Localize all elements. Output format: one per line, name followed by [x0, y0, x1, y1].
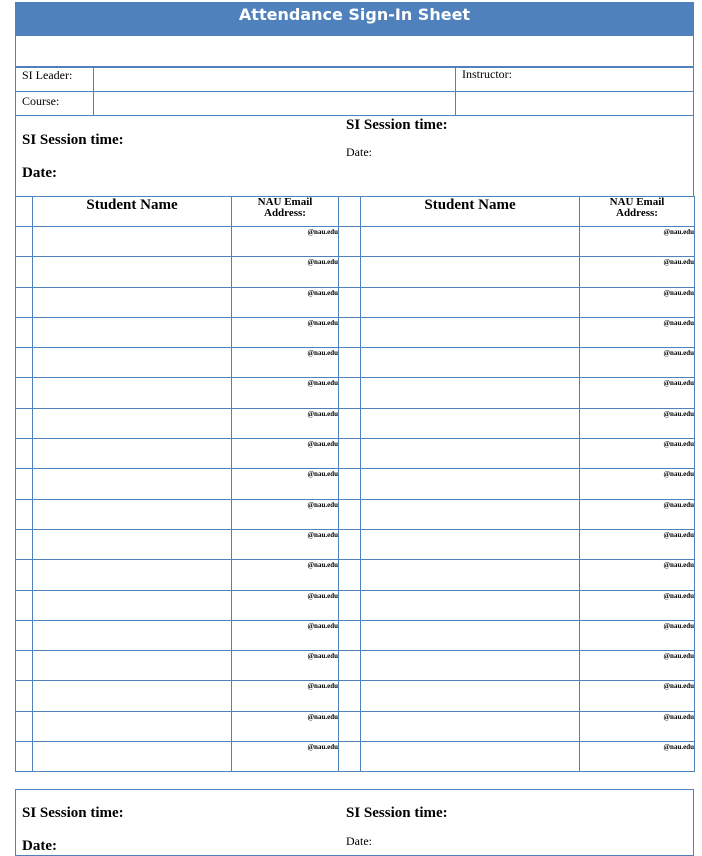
row-number-cell: [339, 560, 361, 590]
student-name-field[interactable]: [33, 408, 232, 438]
email-header-left: [232, 197, 339, 227]
sheet-title: Attendance Sign-In Sheet: [15, 2, 694, 35]
email-field[interactable]: [580, 620, 695, 650]
session-date-label-right-bottom: Date:: [346, 834, 372, 848]
row-number-cell: [16, 227, 33, 257]
row-number-cell: [339, 499, 361, 529]
table-row: [16, 711, 695, 741]
email-suffix: @nau.edu: [307, 652, 338, 661]
student-name-field[interactable]: [361, 348, 580, 378]
email-suffix: @nau.edu: [663, 561, 694, 570]
student-name-field[interactable]: [33, 560, 232, 590]
email-field[interactable]: [580, 742, 695, 772]
table-row: [16, 620, 695, 650]
student-name-field[interactable]: [33, 711, 232, 741]
email-suffix: @nau.edu: [663, 682, 694, 691]
email-suffix: @nau.edu: [307, 470, 338, 479]
row-number-cell: [16, 408, 33, 438]
table-row: [16, 227, 695, 257]
row-number-cell: [339, 742, 361, 772]
email-suffix: @nau.edu: [663, 470, 694, 479]
sign-in-table: [15, 196, 695, 772]
table-row: [16, 408, 695, 438]
student-name-field[interactable]: [361, 620, 580, 650]
student-name-field[interactable]: [33, 227, 232, 257]
student-name-field[interactable]: [361, 560, 580, 590]
row-number-cell: [339, 257, 361, 287]
student-name-field[interactable]: [361, 499, 580, 529]
email-header-right: [580, 197, 695, 227]
email-field[interactable]: [232, 529, 339, 559]
email-field[interactable]: [580, 378, 695, 408]
course-extra-field[interactable]: [455, 91, 694, 116]
session-date-label-left: Date:: [22, 165, 57, 181]
email-suffix: @nau.edu: [307, 712, 338, 721]
row-number-cell: [16, 317, 33, 347]
email-field[interactable]: [232, 227, 339, 257]
table-row: [16, 681, 695, 711]
email-field[interactable]: [580, 469, 695, 499]
email-field[interactable]: [580, 317, 695, 347]
table-row: [16, 469, 695, 499]
email-field[interactable]: [232, 681, 339, 711]
email-suffix: @nau.edu: [307, 318, 338, 327]
email-suffix: @nau.edu: [307, 743, 338, 752]
email-suffix: @nau.edu: [307, 440, 338, 449]
student-name-header-left: Student Name: [33, 197, 232, 227]
email-field[interactable]: [580, 681, 695, 711]
session-time-label-right-bottom: SI Session time:: [346, 805, 448, 821]
table-row: [16, 439, 695, 469]
row-number-cell: [339, 711, 361, 741]
instructor-label: Instructor:: [462, 67, 512, 81]
row-number-cell: [16, 651, 33, 681]
email-suffix: @nau.edu: [663, 712, 694, 721]
row-number-cell: [16, 620, 33, 650]
student-name-field[interactable]: [33, 590, 232, 620]
table-row: [16, 499, 695, 529]
email-suffix: @nau.edu: [663, 591, 694, 600]
table-row: [16, 287, 695, 317]
student-name-field[interactable]: [361, 742, 580, 772]
email-suffix: @nau.edu: [663, 621, 694, 630]
table-row: [16, 560, 695, 590]
email-suffix: @nau.edu: [307, 258, 338, 267]
email-suffix: @nau.edu: [307, 288, 338, 297]
email-suffix: @nau.edu: [663, 440, 694, 449]
email-suffix: @nau.edu: [663, 379, 694, 388]
email-suffix: @nau.edu: [663, 500, 694, 509]
row-number-cell: [339, 439, 361, 469]
sign-in-sheet: [15, 2, 694, 854]
session-time-label-left: SI Session time:: [22, 132, 124, 148]
row-number-cell: [16, 439, 33, 469]
email-suffix: @nau.edu: [663, 288, 694, 297]
email-field[interactable]: [580, 529, 695, 559]
blank-strip: [15, 35, 694, 68]
si-leader-label: SI Leader:: [22, 68, 73, 82]
session-time-label-right: SI Session time:: [346, 117, 448, 133]
email-field[interactable]: [580, 651, 695, 681]
row-number-cell: [16, 560, 33, 590]
row-number-cell: [16, 378, 33, 408]
si-leader-field[interactable]: [93, 66, 456, 92]
si-leader-label-cell: [15, 66, 94, 92]
row-number-cell: [339, 408, 361, 438]
student-name-field[interactable]: [33, 287, 232, 317]
email-field[interactable]: [232, 408, 339, 438]
email-suffix: @nau.edu: [307, 379, 338, 388]
email-field[interactable]: [232, 469, 339, 499]
email-suffix: @nau.edu: [307, 682, 338, 691]
row-number-cell: [16, 742, 33, 772]
email-field[interactable]: [232, 348, 339, 378]
table-row: [16, 378, 695, 408]
row-number-cell: [339, 317, 361, 347]
email-suffix: @nau.edu: [307, 621, 338, 630]
row-number-cell: [16, 681, 33, 711]
email-suffix: @nau.edu: [663, 652, 694, 661]
student-name-field[interactable]: [361, 227, 580, 257]
email-field[interactable]: [232, 317, 339, 347]
email-suffix: @nau.edu: [307, 561, 338, 570]
row-number-cell: [16, 590, 33, 620]
student-name-field[interactable]: [33, 257, 232, 287]
instructor-cell[interactable]: [455, 66, 694, 92]
email-field[interactable]: [580, 287, 695, 317]
row-number-cell: [339, 287, 361, 317]
student-name-field[interactable]: [361, 257, 580, 287]
email-field[interactable]: [232, 590, 339, 620]
email-suffix: @nau.edu: [663, 409, 694, 418]
email-field[interactable]: [580, 227, 695, 257]
student-name-field[interactable]: [361, 439, 580, 469]
row-number-cell: [339, 681, 361, 711]
row-number-cell: [339, 348, 361, 378]
email-suffix: @nau.edu: [307, 228, 338, 236]
email-header-right-line1: NAU Email: [609, 196, 665, 208]
email-suffix: @nau.edu: [663, 743, 694, 752]
session-time-label-left-bottom: SI Session time:: [22, 805, 124, 821]
student-name-field[interactable]: [33, 378, 232, 408]
table-row: [16, 257, 695, 287]
email-field[interactable]: [232, 378, 339, 408]
email-field[interactable]: [232, 651, 339, 681]
email-field[interactable]: [580, 711, 695, 741]
email-suffix: @nau.edu: [663, 318, 694, 327]
email-suffix: @nau.edu: [307, 349, 338, 358]
email-header-right-line2: Address:: [616, 207, 658, 219]
student-name-field[interactable]: [361, 317, 580, 347]
email-field[interactable]: [580, 257, 695, 287]
row-number-cell: [16, 499, 33, 529]
session-date-label-right: Date:: [346, 145, 372, 159]
row-number-cell: [339, 378, 361, 408]
row-number-cell: [16, 348, 33, 378]
course-label-cell: [15, 91, 94, 116]
row-number-cell: [16, 469, 33, 499]
row-number-cell: [16, 257, 33, 287]
student-name-field[interactable]: [361, 408, 580, 438]
email-suffix: @nau.edu: [663, 349, 694, 358]
student-name-field[interactable]: [361, 287, 580, 317]
email-field[interactable]: [580, 439, 695, 469]
session-block-bottom: [15, 789, 694, 856]
row-number-cell: [16, 529, 33, 559]
email-suffix: @nau.edu: [663, 258, 694, 267]
table-header-row: [16, 197, 695, 227]
student-name-field[interactable]: [33, 348, 232, 378]
student-name-field[interactable]: [33, 499, 232, 529]
student-name-field[interactable]: [33, 529, 232, 559]
email-field[interactable]: [232, 620, 339, 650]
row-number-header-right: [339, 197, 361, 227]
table-row: [16, 529, 695, 559]
student-name-field[interactable]: [361, 529, 580, 559]
table-row: [16, 742, 695, 772]
email-field[interactable]: [232, 439, 339, 469]
table-row: [16, 590, 695, 620]
email-suffix: @nau.edu: [307, 500, 338, 509]
student-name-field[interactable]: [361, 590, 580, 620]
row-number-cell: [339, 529, 361, 559]
table-row: [16, 651, 695, 681]
email-field[interactable]: [232, 287, 339, 317]
email-suffix: @nau.edu: [307, 591, 338, 600]
email-header-left-line1: NAU Email: [257, 196, 313, 208]
email-field[interactable]: [580, 590, 695, 620]
table-row: [16, 348, 695, 378]
student-name-field[interactable]: [361, 651, 580, 681]
student-name-field[interactable]: [361, 711, 580, 741]
email-suffix: @nau.edu: [307, 409, 338, 418]
row-number-cell: [16, 711, 33, 741]
email-header-left-line2: Address:: [264, 207, 306, 219]
row-number-cell: [339, 469, 361, 499]
email-field[interactable]: [232, 742, 339, 772]
student-name-field[interactable]: [361, 469, 580, 499]
email-field[interactable]: [580, 408, 695, 438]
student-name-field[interactable]: [361, 681, 580, 711]
table-row: [16, 317, 695, 347]
row-number-cell: [339, 590, 361, 620]
row-number-cell: [339, 620, 361, 650]
email-field[interactable]: [232, 560, 339, 590]
student-name-field[interactable]: [33, 681, 232, 711]
email-field[interactable]: [580, 499, 695, 529]
email-suffix: @nau.edu: [663, 228, 694, 236]
student-name-header-right: Student Name: [361, 197, 580, 227]
row-number-cell: [339, 651, 361, 681]
email-suffix: @nau.edu: [307, 530, 338, 539]
session-block-top: [15, 115, 694, 197]
row-number-cell: [16, 287, 33, 317]
student-name-field[interactable]: [361, 378, 580, 408]
student-name-field[interactable]: [33, 469, 232, 499]
email-field[interactable]: [580, 560, 695, 590]
email-field[interactable]: [232, 711, 339, 741]
student-name-field[interactable]: [33, 317, 232, 347]
email-suffix: @nau.edu: [663, 530, 694, 539]
student-name-field[interactable]: [33, 651, 232, 681]
student-name-field[interactable]: [33, 439, 232, 469]
course-field[interactable]: [93, 91, 456, 116]
row-number-cell: [339, 227, 361, 257]
student-name-field[interactable]: [33, 742, 232, 772]
email-field[interactable]: [580, 348, 695, 378]
student-name-field[interactable]: [33, 620, 232, 650]
email-field[interactable]: [232, 499, 339, 529]
email-field[interactable]: [232, 257, 339, 287]
session-date-label-left-bottom: Date:: [22, 838, 57, 854]
row-number-header: [16, 197, 33, 227]
course-label: Course:: [22, 94, 60, 108]
